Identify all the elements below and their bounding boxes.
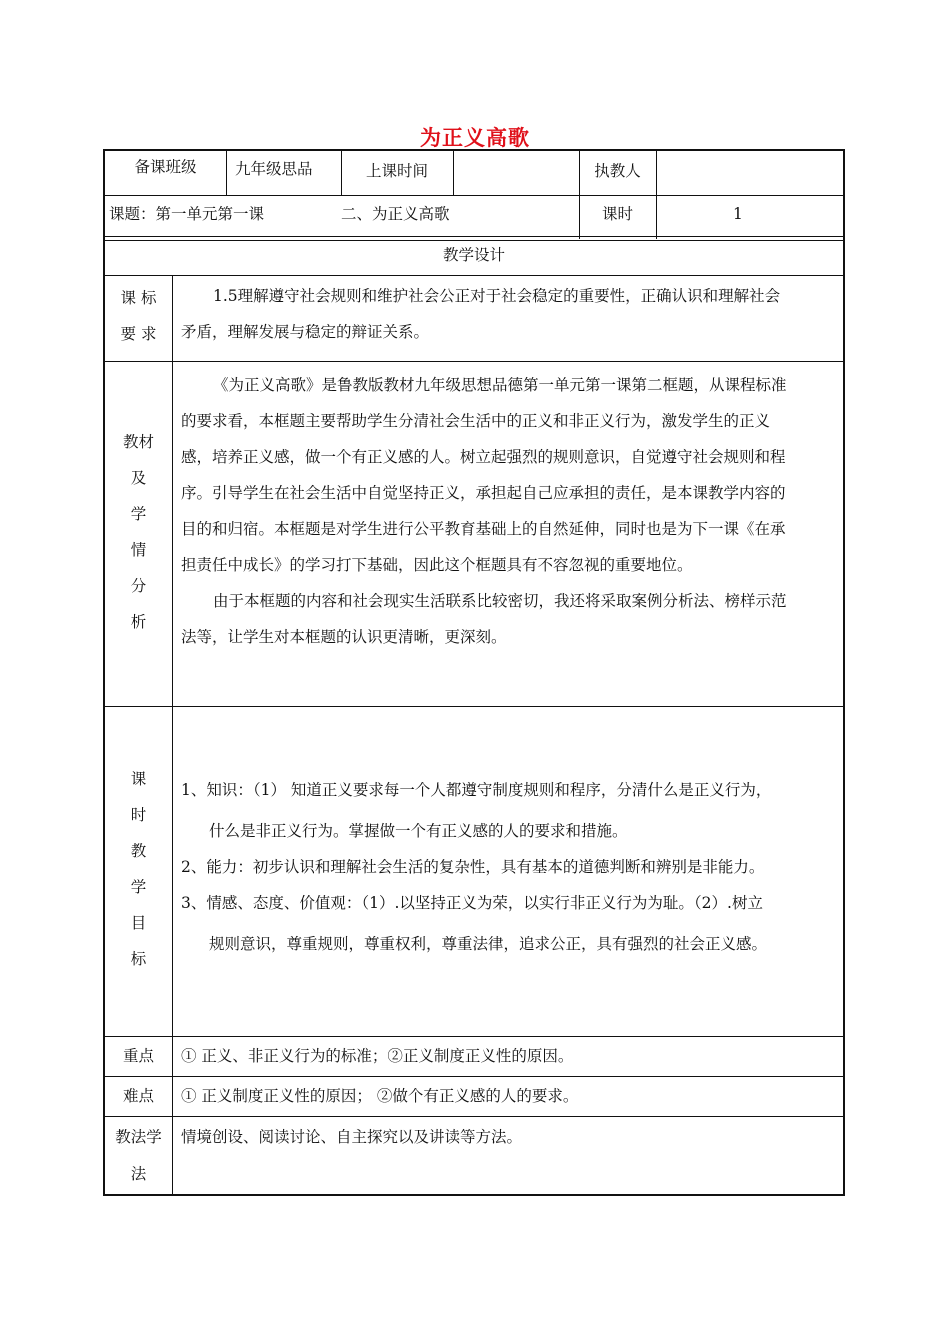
objectives-label-char: 标	[130, 950, 147, 968]
objectives-label	[105, 761, 172, 977]
teacher-label: 执教人	[594, 162, 641, 180]
row-divider-double	[105, 236, 843, 241]
lesson-plan-table	[103, 149, 845, 1196]
analysis-line: 《为正义高歌》是鲁教版教材九年级思想品德第一单元第一课第二框题，从课程标准	[213, 376, 787, 394]
difficulties-value: ① 正义制度正义性的原因； ②做个有正义感的人的要求。	[181, 1087, 579, 1105]
objectives-label-char: 教	[130, 842, 147, 860]
objective-line: 2、能力：初步认识和理解社会生活的复杂性，具有基本的道德判断和辨别是非能力。	[181, 858, 765, 876]
document-title: 为正义高歌	[420, 125, 530, 150]
standard-label-2: 要 求	[120, 325, 157, 343]
standard-label-1: 课 标	[120, 289, 157, 307]
analysis-line: 的要求看，本框题主要帮助学生分清社会生活中的正义和非正义行为，激发学生的正义	[181, 412, 771, 430]
standard-line-2: 矛盾，理解发展与稳定的辩证关系。	[181, 323, 430, 341]
row-divider	[105, 1116, 843, 1117]
analysis-label-char: 情	[130, 541, 147, 559]
objective-line: 规则意识，尊重规则，尊重权利，尊重法律，追求公正，具有强烈的社会正义感。	[209, 935, 768, 953]
label-col-divider	[172, 275, 173, 1196]
hours-value: 1	[733, 205, 743, 223]
analysis-line: 目的和归宿。本框题是对学生进行公平教育基础上的自然延伸，同时也是为下一课《在承	[181, 520, 786, 538]
row-divider	[105, 195, 843, 196]
class-label: 备课班级	[134, 158, 197, 176]
hours-label: 课时	[601, 205, 633, 223]
objectives-label-char: 学	[130, 878, 147, 896]
methods-value: 情境创设、阅读讨论、自主探究以及讲读等方法。	[181, 1128, 523, 1146]
analysis-label-char: 分	[130, 577, 147, 595]
class-value: 九年级思品	[235, 160, 313, 178]
analysis-label-char: 及	[130, 469, 147, 487]
analysis-label-char: 教材	[122, 433, 154, 451]
key-points-label: 重点	[122, 1047, 154, 1065]
analysis-line: 法等，让学生对本框题的认识更清晰，更深刻。	[181, 628, 507, 646]
objectives-label-char: 课	[130, 770, 147, 788]
row-divider	[105, 1036, 843, 1037]
col-divider	[453, 151, 454, 195]
row-divider	[105, 361, 843, 362]
col-divider	[656, 151, 657, 239]
objective-line: 什么是非正义行为。掌握做一个有正义感的人的要求和措施。	[209, 822, 628, 840]
row-divider	[105, 275, 843, 276]
topic-label: 课题：第一单元第一课	[109, 205, 265, 223]
objective-line: 1、知识：（1） 知道正义要求每一个人都遵守制度规则和程序，分清什么是正义行为，	[181, 781, 772, 799]
time-label: 上课时间	[365, 162, 428, 180]
row-divider	[105, 1076, 843, 1077]
analysis-line: 感，培养正义感，做一个有正义感的人。树立起强烈的规则意识，自觉遵守社会规则和程	[181, 448, 786, 466]
row-divider	[105, 706, 843, 707]
methods-label-2: 法	[130, 1165, 147, 1183]
objective-line: 3、情感、态度、价值观：（1）.以坚持正义为荣，以实行非正义行为为耻。（2）.树立	[181, 894, 763, 912]
objectives-label-char: 目	[130, 914, 147, 932]
topic-value: 二、为正义高歌	[341, 205, 450, 223]
analysis-label-char: 学	[130, 505, 147, 523]
analysis-label-char: 析	[130, 613, 147, 631]
analysis-line: 由于本框题的内容和社会现实生活联系比较密切，我还将采取案例分析法、榜样示范	[213, 592, 787, 610]
col-divider	[226, 151, 227, 195]
difficulties-label: 难点	[122, 1087, 154, 1105]
analysis-line: 担责任中成长》的学习打下基础，因此这个框题具有不容忽视的重要地位。	[181, 556, 693, 574]
standard-line-1: 1.5理解遵守社会规则和维护社会公正对于社会稳定的重要性，正确认识和理解社会	[213, 287, 781, 305]
analysis-label	[105, 424, 172, 640]
analysis-line: 序。引导学生在社会生活中自觉坚持正义，承担起自己应承担的责任，是本课教学内容的	[181, 484, 786, 502]
methods-label-1: 教法学	[115, 1128, 162, 1146]
design-heading: 教学设计	[442, 246, 505, 264]
key-points-value: ① 正义、非正义行为的标准；②正义制度正义性的原因。	[181, 1047, 574, 1065]
objectives-label-char: 时	[130, 806, 147, 824]
